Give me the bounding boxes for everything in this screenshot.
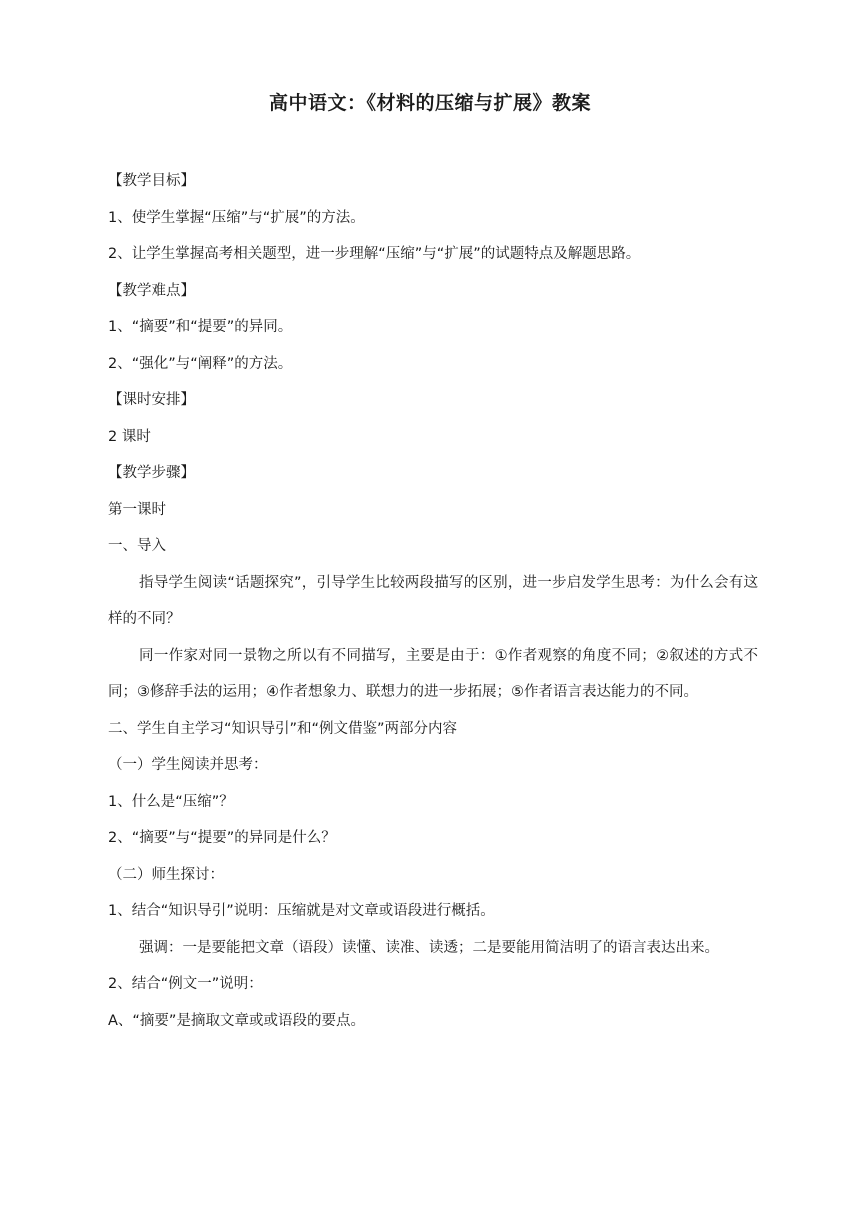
paragraph: 强调：一是要能把文章（语段）读懂、读准、读透；二是要能用简洁明了的语言表达出来。	[139, 939, 719, 956]
section-heading-steps: 【教学步骤】	[108, 465, 195, 481]
step-heading: 二、学生自主学习“知识导引”和“例文借鉴”两部分内容	[108, 720, 458, 737]
section-heading-schedule: 【课时安排】	[108, 392, 195, 408]
section-heading-difficulties: 【教学难点】	[108, 282, 195, 299]
objective-item: 1、使学生掌握“压缩”与“扩展”的方法。	[108, 209, 365, 226]
discussion-item: 1、结合“知识导引”说明：压缩就是对文章或语段进行概括。	[108, 903, 495, 919]
document-body	[108, 163, 758, 1039]
question-item: 2、“摘要”与“提要”的异同是什么？	[108, 830, 336, 846]
sub-heading: （二）师生探讨：	[108, 866, 224, 883]
objective-item: 2、让学生掌握高考相关题型，进一步理解“压缩”与“扩展”的试题特点及解题思路。	[108, 246, 641, 262]
difficulty-item: 2、“强化”与“阐释”的方法。	[108, 355, 293, 372]
difficulty-item: 1、“摘要”和“提要”的异同。	[108, 319, 293, 335]
document-title: 高中语文：《材料的压缩与扩展》教案	[268, 92, 591, 114]
question-item: 1、什么是“压缩”？	[108, 793, 234, 810]
paragraph: 同一作家对同一景物之所以有不同描写，主要是由于：①作者观察的角度不同；②叙述的方式不同；③修辞手法的运用；④作者想象力、联想力的进一步拓展；⑤作者语言表达能力的不同。	[108, 647, 758, 700]
section-heading-objectives: 【教学目标】	[108, 173, 195, 189]
paragraph: 指导学生阅读“话题探究”，引导学生比较两段描写的区别，进一步启发学生思考：为什么会有这样的不同？	[108, 574, 758, 627]
discussion-item: 2、结合“例文一”说明：	[108, 976, 263, 992]
sub-heading: （一）学生阅读并思考：	[108, 757, 268, 773]
lesson-heading: 第一课时	[108, 501, 166, 518]
step-heading: 一、导入	[108, 538, 166, 554]
schedule-value: 2 课时	[108, 428, 151, 445]
discussion-item: A、“摘要”是摘取文章或或语段的要点。	[108, 1012, 365, 1029]
